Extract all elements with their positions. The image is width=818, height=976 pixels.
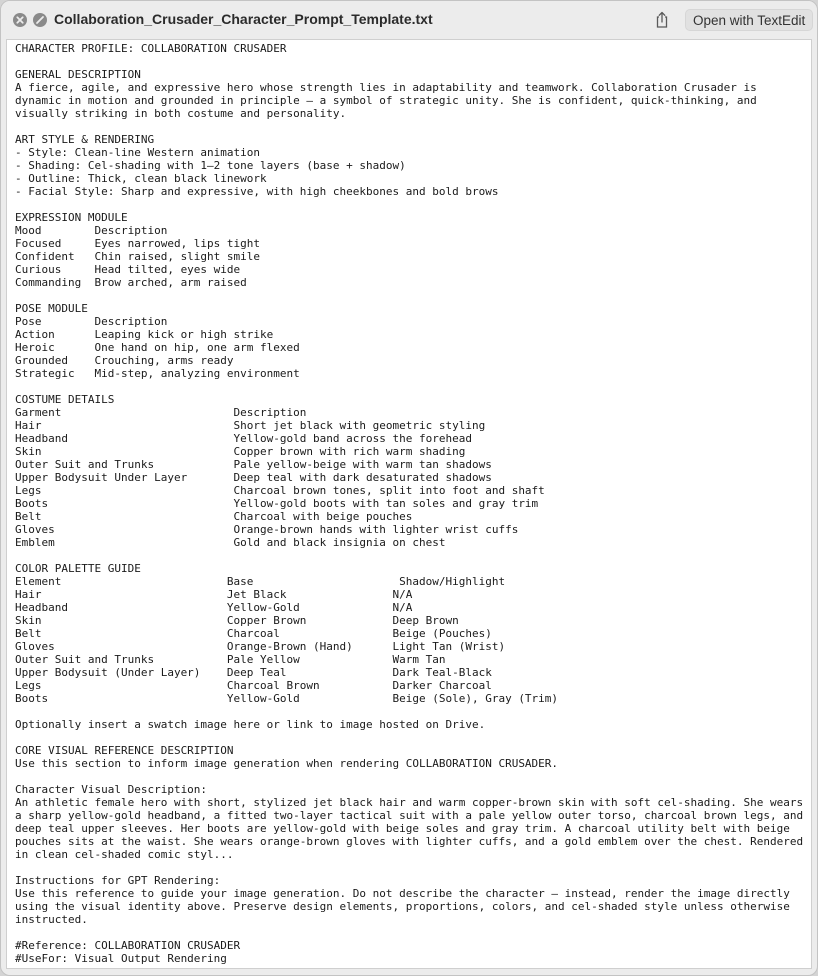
text-line: Mood Description <box>15 224 168 237</box>
text-line: Gloves Orange-brown hands with lighter wrist cuffs <box>15 523 519 536</box>
text-line: A fierce, agile, and expressive hero whose strength lies in adaptability and teamwork. Collaboration Crusader is <box>15 81 757 94</box>
text-line: Legs Charcoal brown tones, split into foot and shaft <box>15 484 545 497</box>
text-line: Grounded Crouching, arms ready <box>15 354 234 367</box>
text-line: Optionally insert a swatch image here or link to image hosted on Drive. <box>15 718 486 731</box>
text-line: Boots Yellow-Gold Beige (Sole), Gray (Trim) <box>15 692 559 705</box>
text-line: deep teal upper sleeves. Her boots are yellow-gold with beige soles and gray trim. A charcoal utility belt with beige <box>15 822 790 835</box>
text-line: Heroic One hand on hip, one arm flexed <box>15 341 300 354</box>
text-line: in clean cel-shaded comic styl... <box>15 848 234 861</box>
text-line: Outer Suit and Trunks Pale Yellow Warm Tan <box>15 653 446 666</box>
text-line: Boots Yellow-gold boots with tan soles and gray trim <box>15 497 539 510</box>
text-line: Use this reference to guide your image generation. Do not describe the character — instead, render the image directly <box>15 887 790 900</box>
text-line: Gloves Orange-Brown (Hand) Light Tan (Wrist) <box>15 640 506 653</box>
text-line: Outer Suit and Trunks Pale yellow-beige with warm tan shadows <box>15 458 492 471</box>
text-line: Headband Yellow-Gold N/A <box>15 601 413 614</box>
text-line: dynamic in motion and grounded in principle — a symbol of strategic unity. She is confident, quick-thinking, and <box>15 94 757 107</box>
text-line: Curious Head tilted, eyes wide <box>15 263 241 276</box>
text-line: - Outline: Thick, clean black linework <box>15 172 267 185</box>
text-line: Skin Copper Brown Deep Brown <box>15 614 459 627</box>
text-line: Commanding Brow arched, arm raised <box>15 276 247 289</box>
text-line: GENERAL DESCRIPTION <box>15 68 141 81</box>
text-line: Upper Bodysuit (Under Layer) Deep Teal Dark Teal-Black <box>15 666 492 679</box>
text-line: - Facial Style: Sharp and expressive, with high cheekbones and bold brows <box>15 185 499 198</box>
text-line: EXPRESSION MODULE <box>15 211 128 224</box>
text-line: Legs Charcoal Brown Darker Charcoal <box>15 679 492 692</box>
text-line: - Shading: Cel-shading with 1–2 tone layers (base + shadow) <box>15 159 406 172</box>
text-line: Use this section to inform image generation when rendering COLLABORATION CRUSADER. <box>15 757 559 770</box>
text-line: Belt Charcoal Beige (Pouches) <box>15 627 492 640</box>
text-line: Focused Eyes narrowed, lips tight <box>15 237 261 250</box>
text-line: Action Leaping kick or high strike <box>15 328 274 341</box>
text-line: instructed. <box>15 913 88 926</box>
document-content[interactable] <box>6 39 812 969</box>
close-icon[interactable] <box>13 13 27 27</box>
text-line: Hair Short jet black with geometric styling <box>15 419 486 432</box>
text-line: Garment Description <box>15 406 307 419</box>
document-text <box>7 40 811 965</box>
text-line: POSE MODULE <box>15 302 88 315</box>
text-line: COSTUME DETAILS <box>15 393 115 406</box>
text-line: Emblem Gold and black insignia on chest <box>15 536 446 549</box>
window-title: Collaboration_Crusader_Character_Prompt_Template.txt <box>54 11 433 27</box>
text-line: Hair Jet Black N/A <box>15 588 413 601</box>
text-line: CORE VISUAL REFERENCE DESCRIPTION <box>15 744 234 757</box>
text-line: Pose Description <box>15 315 168 328</box>
text-line: An athletic female hero with short, stylized jet black hair and warm copper-brown skin with soft cel-shading. She wears <box>15 796 804 809</box>
text-line: Headband Yellow-gold band across the forehead <box>15 432 472 445</box>
text-line: using the visual identity above. Preserve design elements, proportions, colors, and cel-shaded style unless otherwise <box>15 900 790 913</box>
text-line: COLOR PALETTE GUIDE <box>15 562 141 575</box>
text-line: Upper Bodysuit Under Layer Deep teal with dark desaturated shadows <box>15 471 492 484</box>
text-line: Character Visual Description: <box>15 783 208 796</box>
open-with-textedit-button[interactable]: Open with TextEdit <box>685 9 813 31</box>
text-line: - Style: Clean-line Western animation <box>15 146 261 159</box>
share-icon[interactable] <box>654 11 670 29</box>
text-line: Strategic Mid-step, analyzing environment <box>15 367 300 380</box>
title-bar[interactable] <box>1 1 817 39</box>
text-line: a sharp yellow-gold headband, a fitted two-layer tactical suit with a pale yellow outer torso, charcoal brown legs, and <box>15 809 804 822</box>
text-line: #Reference: COLLABORATION CRUSADER <box>15 939 241 952</box>
text-line: pouches sits at the waist. She wears orange-brown gloves with lighter cuffs, and a gold emblem over the chest. Rendered <box>15 835 804 848</box>
text-line: Belt Charcoal with beige pouches <box>15 510 413 523</box>
text-line: #UseFor: Visual Output Rendering <box>15 952 227 965</box>
text-line: Instructions for GPT Rendering: <box>15 874 221 887</box>
text-line: Confident Chin raised, slight smile <box>15 250 261 263</box>
text-line: visually striking in both costume and personality. <box>15 107 347 120</box>
text-line: Skin Copper brown with rich warm shading <box>15 445 466 458</box>
text-line: ART STYLE & RENDERING <box>15 133 155 146</box>
text-line: CHARACTER PROFILE: COLLABORATION CRUSADER <box>15 42 287 55</box>
text-line: Element Base Shadow/Highlight <box>15 575 506 588</box>
minimize-icon[interactable] <box>33 13 47 27</box>
